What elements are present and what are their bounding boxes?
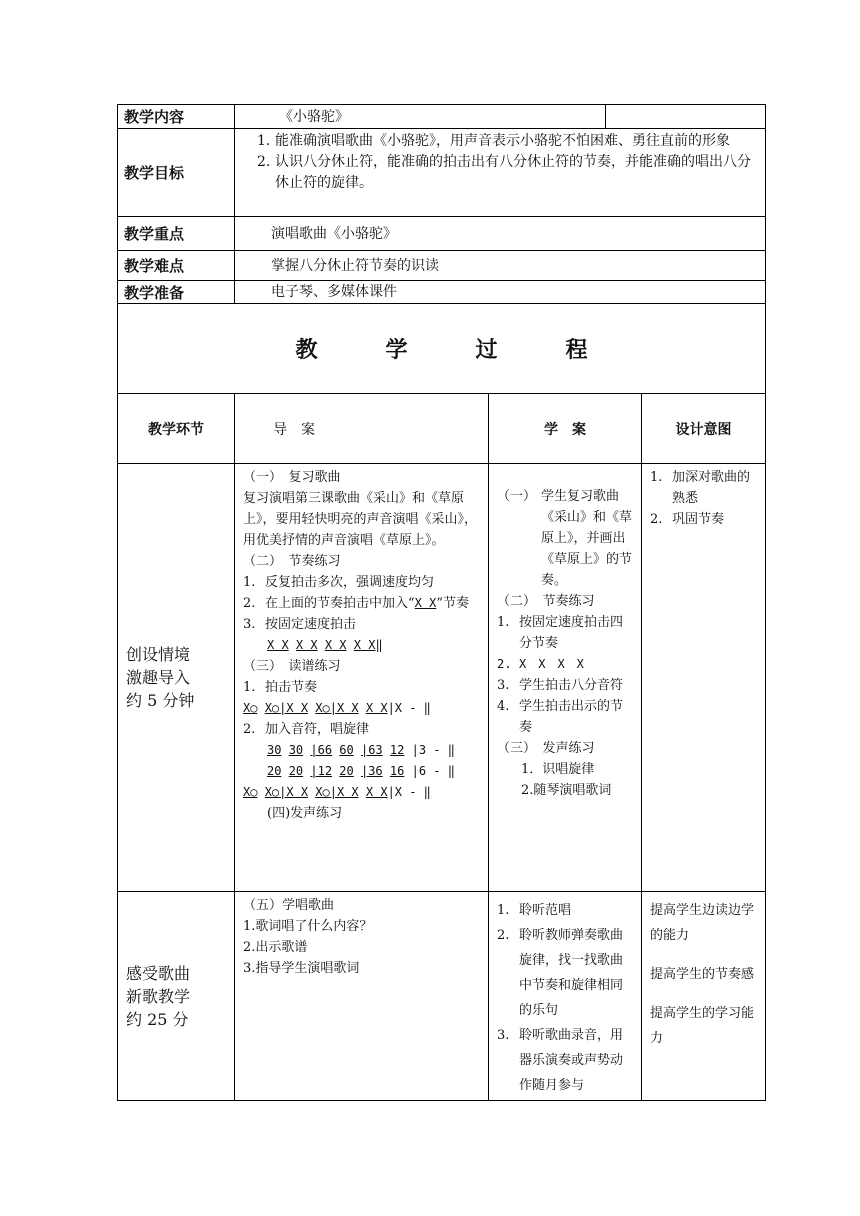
s1-text: 复习演唱第三课歌曲《采山》和《草原上》，要用轻快明亮的声音演唱《采山》，用优美抒情的声音演唱《草原上》。 [243, 491, 478, 548]
guide-line: 1.歌词唱了什么内容？ [243, 919, 373, 934]
header-stage: 教学环节 [118, 394, 235, 464]
intent-line: 提高学生的节奏感 [650, 967, 755, 982]
student-item: 1. 聆听范唱 [497, 903, 572, 918]
goals-cell [235, 129, 766, 217]
student-part2-title: （二） 节奏练习 [497, 594, 595, 609]
rhythm-line: X○ X○|X X X○|X X X X|X - ‖ [243, 785, 431, 799]
value-prep: 电子琴、多媒体课件 [235, 281, 766, 304]
s3-item: 1. 拍击节奏 [243, 680, 318, 695]
melody-line: 30 30 |66 60 |63 12 |3 - ‖ [267, 743, 455, 757]
header-guide: 导 案 [235, 394, 489, 464]
student-part3-item: 1．识唱旋律 [521, 762, 595, 777]
value-key: 演唱歌曲《小骆驼》 [235, 217, 766, 251]
value-content: 《小骆驼》 [235, 105, 606, 129]
row-goals [118, 129, 766, 217]
goal-item: 2. 认识八分休止符，能准确的拍击出有八分休止符的节奏，并能准确的唱出八分休止符的旋律。 [257, 154, 751, 191]
intent-line: 提高学生的学习能力 [650, 1006, 755, 1046]
label-content: 教学内容 [118, 105, 235, 129]
process-title: 教 学 过 程 [118, 304, 766, 394]
value-difficulty: 掌握八分休止符节奏的识读 [235, 251, 766, 281]
goal-item: 1. 能准确演唱歌曲《小骆驼》，用声音表示小骆驼不怕困难、勇往直前的形象 [257, 133, 730, 149]
row-stage2 [118, 892, 766, 1101]
intent-item: 2. 巩固节奏 [650, 512, 725, 527]
intent-line: 提高学生边读边学的能力 [650, 903, 755, 943]
guide-line: 3.指导学生演唱歌词 [243, 961, 360, 976]
s1-title: （一） 复习歌曲 [243, 470, 341, 485]
student-item: 3. 聆听歌曲录音，用器乐演奏或声势动作随月参与 [497, 1028, 624, 1093]
stage1-intent [642, 464, 766, 892]
stage2-student [489, 892, 642, 1101]
student-item: 4. 学生拍击出示的节奏 [497, 699, 624, 735]
header-intent: 设计意图 [642, 394, 766, 464]
s3-item: 2. 加入音符，唱旋律 [243, 722, 370, 737]
rhythm-line: X X X X X X X X‖ [267, 638, 383, 652]
header-student: 学 案 [489, 394, 642, 464]
s2-title: （二） 节奏练习 [243, 554, 341, 569]
empty-cell [606, 105, 766, 129]
rhythm-line: X○ X○|X X X○|X X X X|X - ‖ [243, 701, 431, 715]
goals-list [243, 131, 759, 194]
student-item: 2. 聆听教师弹奏歌曲旋律，找一找歌曲中节奏和旋律相同的乐句 [497, 928, 624, 1018]
s2-item: 2. 在上面的节奏拍击中加入“X X”节奏 [243, 596, 469, 611]
s2-item: 3. 按固定速度拍击 [243, 617, 357, 632]
label-difficulty: 教学难点 [118, 251, 235, 281]
stage2-guide [235, 892, 489, 1101]
row-prep [118, 281, 766, 304]
guide-line: 2.出示歌谱 [243, 940, 308, 955]
student-item: 1. 按固定速度拍击四分节奏 [497, 615, 624, 651]
guide-line: （五）学唱歌曲 [243, 898, 335, 913]
row-difficulty [118, 251, 766, 281]
stage2-intent [642, 892, 766, 1101]
stage1-student [489, 464, 642, 892]
stage2-name: 感受歌曲 新歌教学 约 25 分 [118, 892, 235, 1101]
label-goals: 教学目标 [118, 129, 235, 217]
student-item: 3. 学生拍击八分音符 [497, 678, 624, 693]
stage1-name: 创设情境 激趣导入 约 5 分钟 [118, 464, 235, 892]
row-headers [118, 394, 766, 464]
s2-item: 1. 反复拍击多次，强调速度均匀 [243, 575, 435, 590]
row-process-title [118, 304, 766, 394]
label-prep: 教学准备 [118, 281, 235, 304]
stage1-guide [235, 464, 489, 892]
lesson-plan-table [117, 104, 766, 1101]
student-part1: （一） 学生复习歌曲《采山》和《草原上》，并画出《草原上》的节奏。 [497, 489, 633, 588]
student-part3-item: 2.随琴演唱歌词 [521, 783, 612, 798]
row-stage1 [118, 464, 766, 892]
row-key [118, 217, 766, 251]
intent-item: 1. 加深对歌曲的熟悉 [650, 470, 751, 506]
s3-title: （三） 读谱练习 [243, 659, 341, 674]
row-content [118, 105, 766, 129]
s4-title: (四)发声练习 [267, 806, 343, 821]
label-key: 教学重点 [118, 217, 235, 251]
student-item: 2. X X X X [497, 657, 584, 671]
lesson-plan [117, 104, 765, 1101]
melody-line: 20 20 |12 20 |36 16 |6 - ‖ [267, 764, 455, 778]
student-part3-title: （三） 发声练习 [497, 741, 595, 756]
